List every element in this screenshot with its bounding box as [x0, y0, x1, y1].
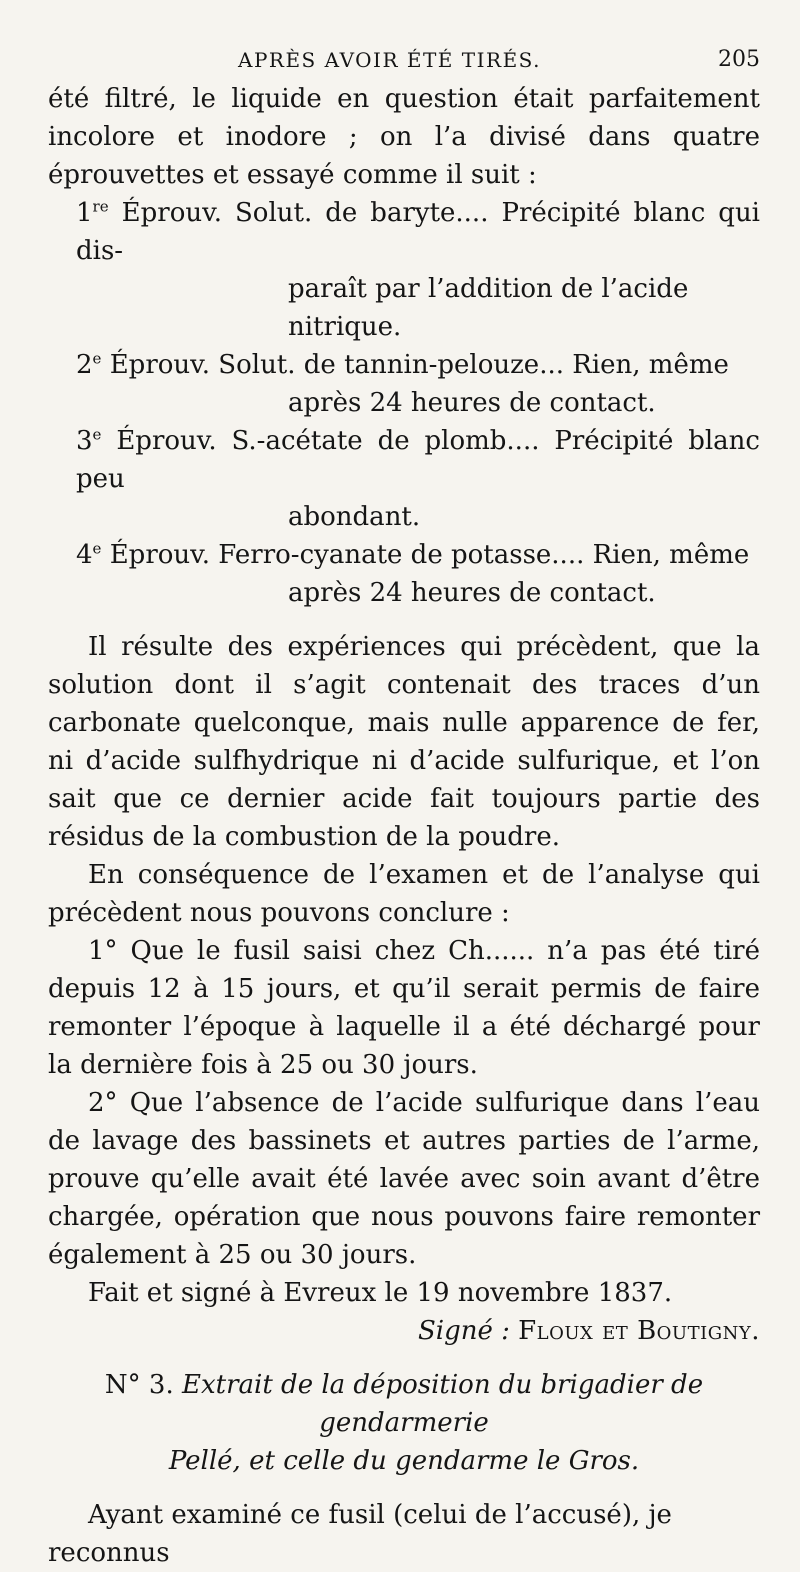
conclusion-intro: En conséquence de l’examen et de l’analyse qui précèdent nous pouvons conclure :	[48, 860, 760, 928]
results-paragraph: Il résulte des expériences qui précèdent, que la solution dont il s’agit contenait des traces d’un carbonate quelconque, mais nulle apparence de fer, ni d’acide sulfhydrique ni d’acide sulfurique, et l’on sait que ce dernier acide fait toujours partie des résidus de la combustion de la poudre.	[48, 632, 760, 852]
test-item	[76, 422, 760, 536]
test-continuation: abondant.	[288, 502, 421, 532]
test-continuation: paraît par l’addition de l’acide nitrique.	[288, 274, 689, 342]
test-number: 3e	[76, 425, 102, 456]
test-number: 4e	[76, 539, 102, 570]
test-text: Éprouv. Solut. de baryte.... Précipité blanc qui dis-	[76, 198, 760, 266]
test-item	[76, 346, 760, 422]
test-number: 1re	[76, 197, 109, 228]
extract-title-cont: Pellé, et celle du gendarme le Gros.	[168, 1446, 640, 1476]
extract-number: N° 3.	[104, 1370, 174, 1400]
running-title: APRÈS AVOIR ÉTÉ TIRÉS.	[238, 48, 542, 72]
test-item	[76, 536, 760, 612]
conclusion-1: 1° Que le fusil saisi chez Ch...... n’a pas été tiré depuis 12 à 15 jours, et qu’il serait permis de faire remonter l’époque à laquelle il a été déchargé pour la dernière fois à 25 ou 30 jours.	[48, 936, 760, 1080]
test-text: Éprouv. S.-acétate de plomb.... Précipité blanc peu	[76, 426, 760, 494]
extract-heading	[48, 1366, 760, 1480]
dateline: Fait et signé à Evreux le 19 novembre 1837.	[88, 1278, 673, 1308]
page-header	[48, 40, 760, 80]
signatory-boutigny: Boutigny.	[637, 1316, 760, 1346]
signature-label: Signé :	[417, 1316, 510, 1346]
test-number: 2e	[76, 349, 102, 380]
signature-line	[48, 1312, 760, 1350]
test-list	[76, 194, 760, 612]
signatory-floux: Floux	[518, 1316, 594, 1346]
test-continuation: après 24 heures de contact.	[288, 578, 656, 608]
page-number: 205	[718, 47, 760, 72]
test-text: Éprouv. Solut. de tannin-pelouze... Rien, même	[101, 350, 729, 380]
signature-and: et	[593, 1316, 638, 1346]
intro-paragraph: été filtré, le liquide en question était parfaitement incolore et inodore ; on l’a divisé dans quatre éprouvettes et essayé comme il suit :	[48, 84, 760, 190]
test-item	[76, 194, 760, 346]
final-line: Ayant examiné ce fusil (celui de l’accusé), je reconnus	[48, 1500, 672, 1568]
conclusion-2: 2° Que l’absence de l’acide sulfurique dans l’eau de lavage des bassinets et autres parties de l’arme, prouve qu’elle avait été lavée avec soin avant d’être chargée, opération que nous pouvons faire remonter également à 25 ou 30 jours.	[48, 1088, 760, 1270]
test-continuation: après 24 heures de contact.	[288, 388, 656, 418]
book-page	[48, 40, 760, 1572]
extract-title: Extrait de la déposition du brigadier de gendarmerie	[173, 1370, 704, 1438]
test-text: Éprouv. Ferro-cyanate de potasse.... Rien, même	[101, 540, 750, 570]
